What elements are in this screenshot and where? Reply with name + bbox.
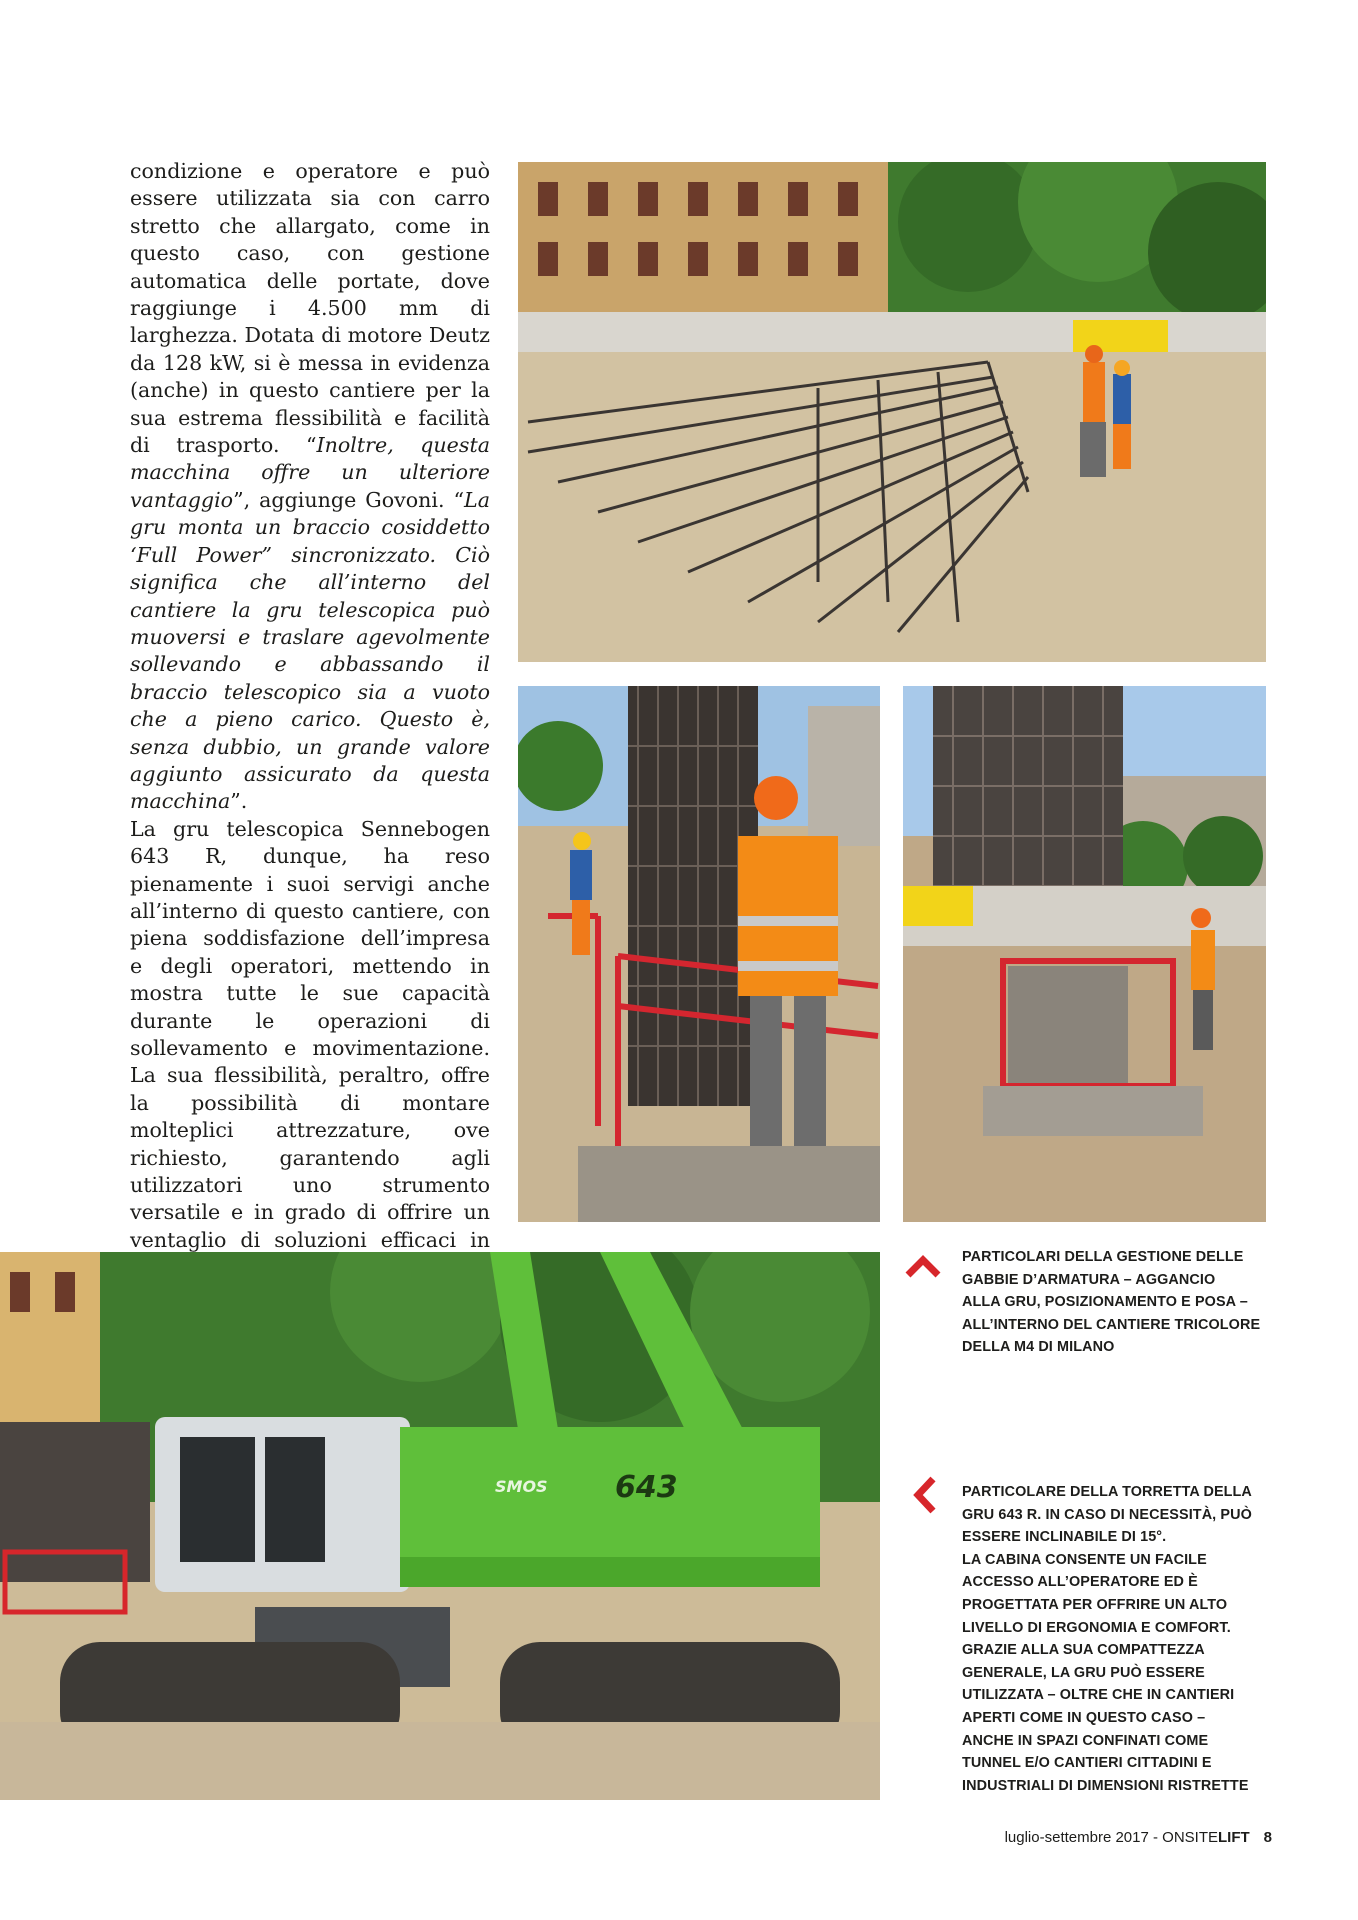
caption-1-line: ALLA GRU, POSIZIONAMENTO E POSA –: [962, 1294, 1248, 1311]
caption-2-line: ACCESSO ALL’OPERATORE ED È: [962, 1574, 1198, 1591]
caption-2-line: GRU 643 R. IN CASO DI NECESSITÀ, PUÒ: [962, 1506, 1252, 1523]
caption-2-line: PARTICOLARE DELLA TORRETTA DELLA: [962, 1484, 1252, 1500]
caption-crane-turret: [962, 1481, 1292, 1797]
article-text-run: ”, aggiunge Govoni. “: [233, 487, 465, 512]
photo-shaft-positioning: [903, 686, 1266, 1222]
caption-1-line: GABBIE D’ARMATURA – AGGANCIO: [962, 1271, 1216, 1288]
article-quote-run: La gru monta un braccio cosiddetto ‘Full Power” sincronizzato. Ciò significa che all’interno del cantiere la gru telescopica può muoversi e traslare agevolmente sollevando e abbassando il braccio telescopico sia a vuoto che a pieno carico. Questo è, senza dubbio, un grande valore aggiunto assicurato da questa macchina: [130, 487, 490, 814]
article-text-run: condizione e operatore e può essere utilizzata sia con carro stretto che allargato, come in questo caso, con gestione automatica delle portate, dove raggiunge i 4.500 mm di larghezza. Dotata di motore Deutz da 128 kW, si è messa in evidenza (anche) in questo cantiere per la sua estrema flessibilità e facilità di trasporto. “: [130, 159, 490, 458]
page-number: 8: [1263, 1829, 1272, 1846]
crane-brand-label: SMOS: [495, 1477, 548, 1496]
footer-brand: LIFT: [1218, 1829, 1250, 1846]
caption-2-line: LA CABINA CONSENTE UN FACILE: [962, 1551, 1207, 1568]
caption-1-line: ALL’INTERNO DEL CANTIERE TRICOLORE: [962, 1316, 1261, 1333]
article-paragraph-2: [130, 816, 490, 1309]
caption-2-line: TUNNEL E/O CANTIERI CITTADINI E: [962, 1755, 1212, 1772]
caption-1-line: DELLA M4 DI MILANO: [962, 1339, 1115, 1356]
footer-issue: luglio-settembre 2017 - ONSITE: [1004, 1829, 1218, 1846]
photo-crane-643r: [0, 1252, 880, 1800]
article-paragraph-2-text: La gru telescopica Sennebogen 643 R, dunque, ha reso pienamente i suoi servigi anche all’interno di questo cantiere, con piena soddisfazione dell’impresa e degli operatori, mettendo in mostra tutte le sue capacità durante le operazioni di sollevamento e movimentazione. La sua flessibilità, peraltro, offre la possibilità di montare molteplici attrezzature, ove richiesto, garantendo agli utilizzatori uno strumento versatile e in grado di offrire un ventaglio di soluzioni efficaci in: [130, 816, 490, 1252]
caption-2-line: GRAZIE ALLA SUA COMPATTEZZA: [962, 1642, 1205, 1659]
caret-left-icon: [912, 1475, 938, 1515]
caption-2-line: UTILIZZATA – OLTRE CHE IN CANTIERI: [962, 1687, 1235, 1704]
caption-2-line: LIVELLO DI ERGONOMIA E COMFORT.: [962, 1619, 1231, 1636]
caption-2-line: ESSERE INCLINABILE DI 15°.: [962, 1529, 1167, 1546]
article-quote-run: Inoltre, questa macchina offre un ulteriore vantaggio: [130, 433, 490, 512]
caption-2-line: INDUSTRIALI DI DIMENSIONI RISTRETTE: [962, 1777, 1249, 1794]
caret-up-icon: [904, 1253, 942, 1279]
caption-1-line: PARTICOLARI DELLA GESTIONE DELLE: [962, 1249, 1244, 1265]
caption-2-line: ANCHE IN SPAZI CONFINATI COME: [962, 1732, 1209, 1749]
caption-2-line: GENERALE, LA GRU PUÒ ESSERE: [962, 1664, 1205, 1681]
caption-2-line: PROGETTATA PER OFFRIRE UN ALTO: [962, 1596, 1228, 1613]
crane-model-label: 643: [615, 1470, 678, 1505]
caption-2-line: APERTI COME IN QUESTO CASO –: [962, 1709, 1206, 1726]
caption-rebar-cages: [962, 1246, 1292, 1359]
photo-worker-at-cage: [518, 686, 880, 1222]
article-paragraph-1: [130, 158, 490, 816]
photo-rebar-cages-top: [518, 162, 1266, 662]
article-text-run: ”.: [230, 789, 248, 814]
page-footer: [1005, 1829, 1272, 1846]
article-body: [130, 158, 490, 1309]
